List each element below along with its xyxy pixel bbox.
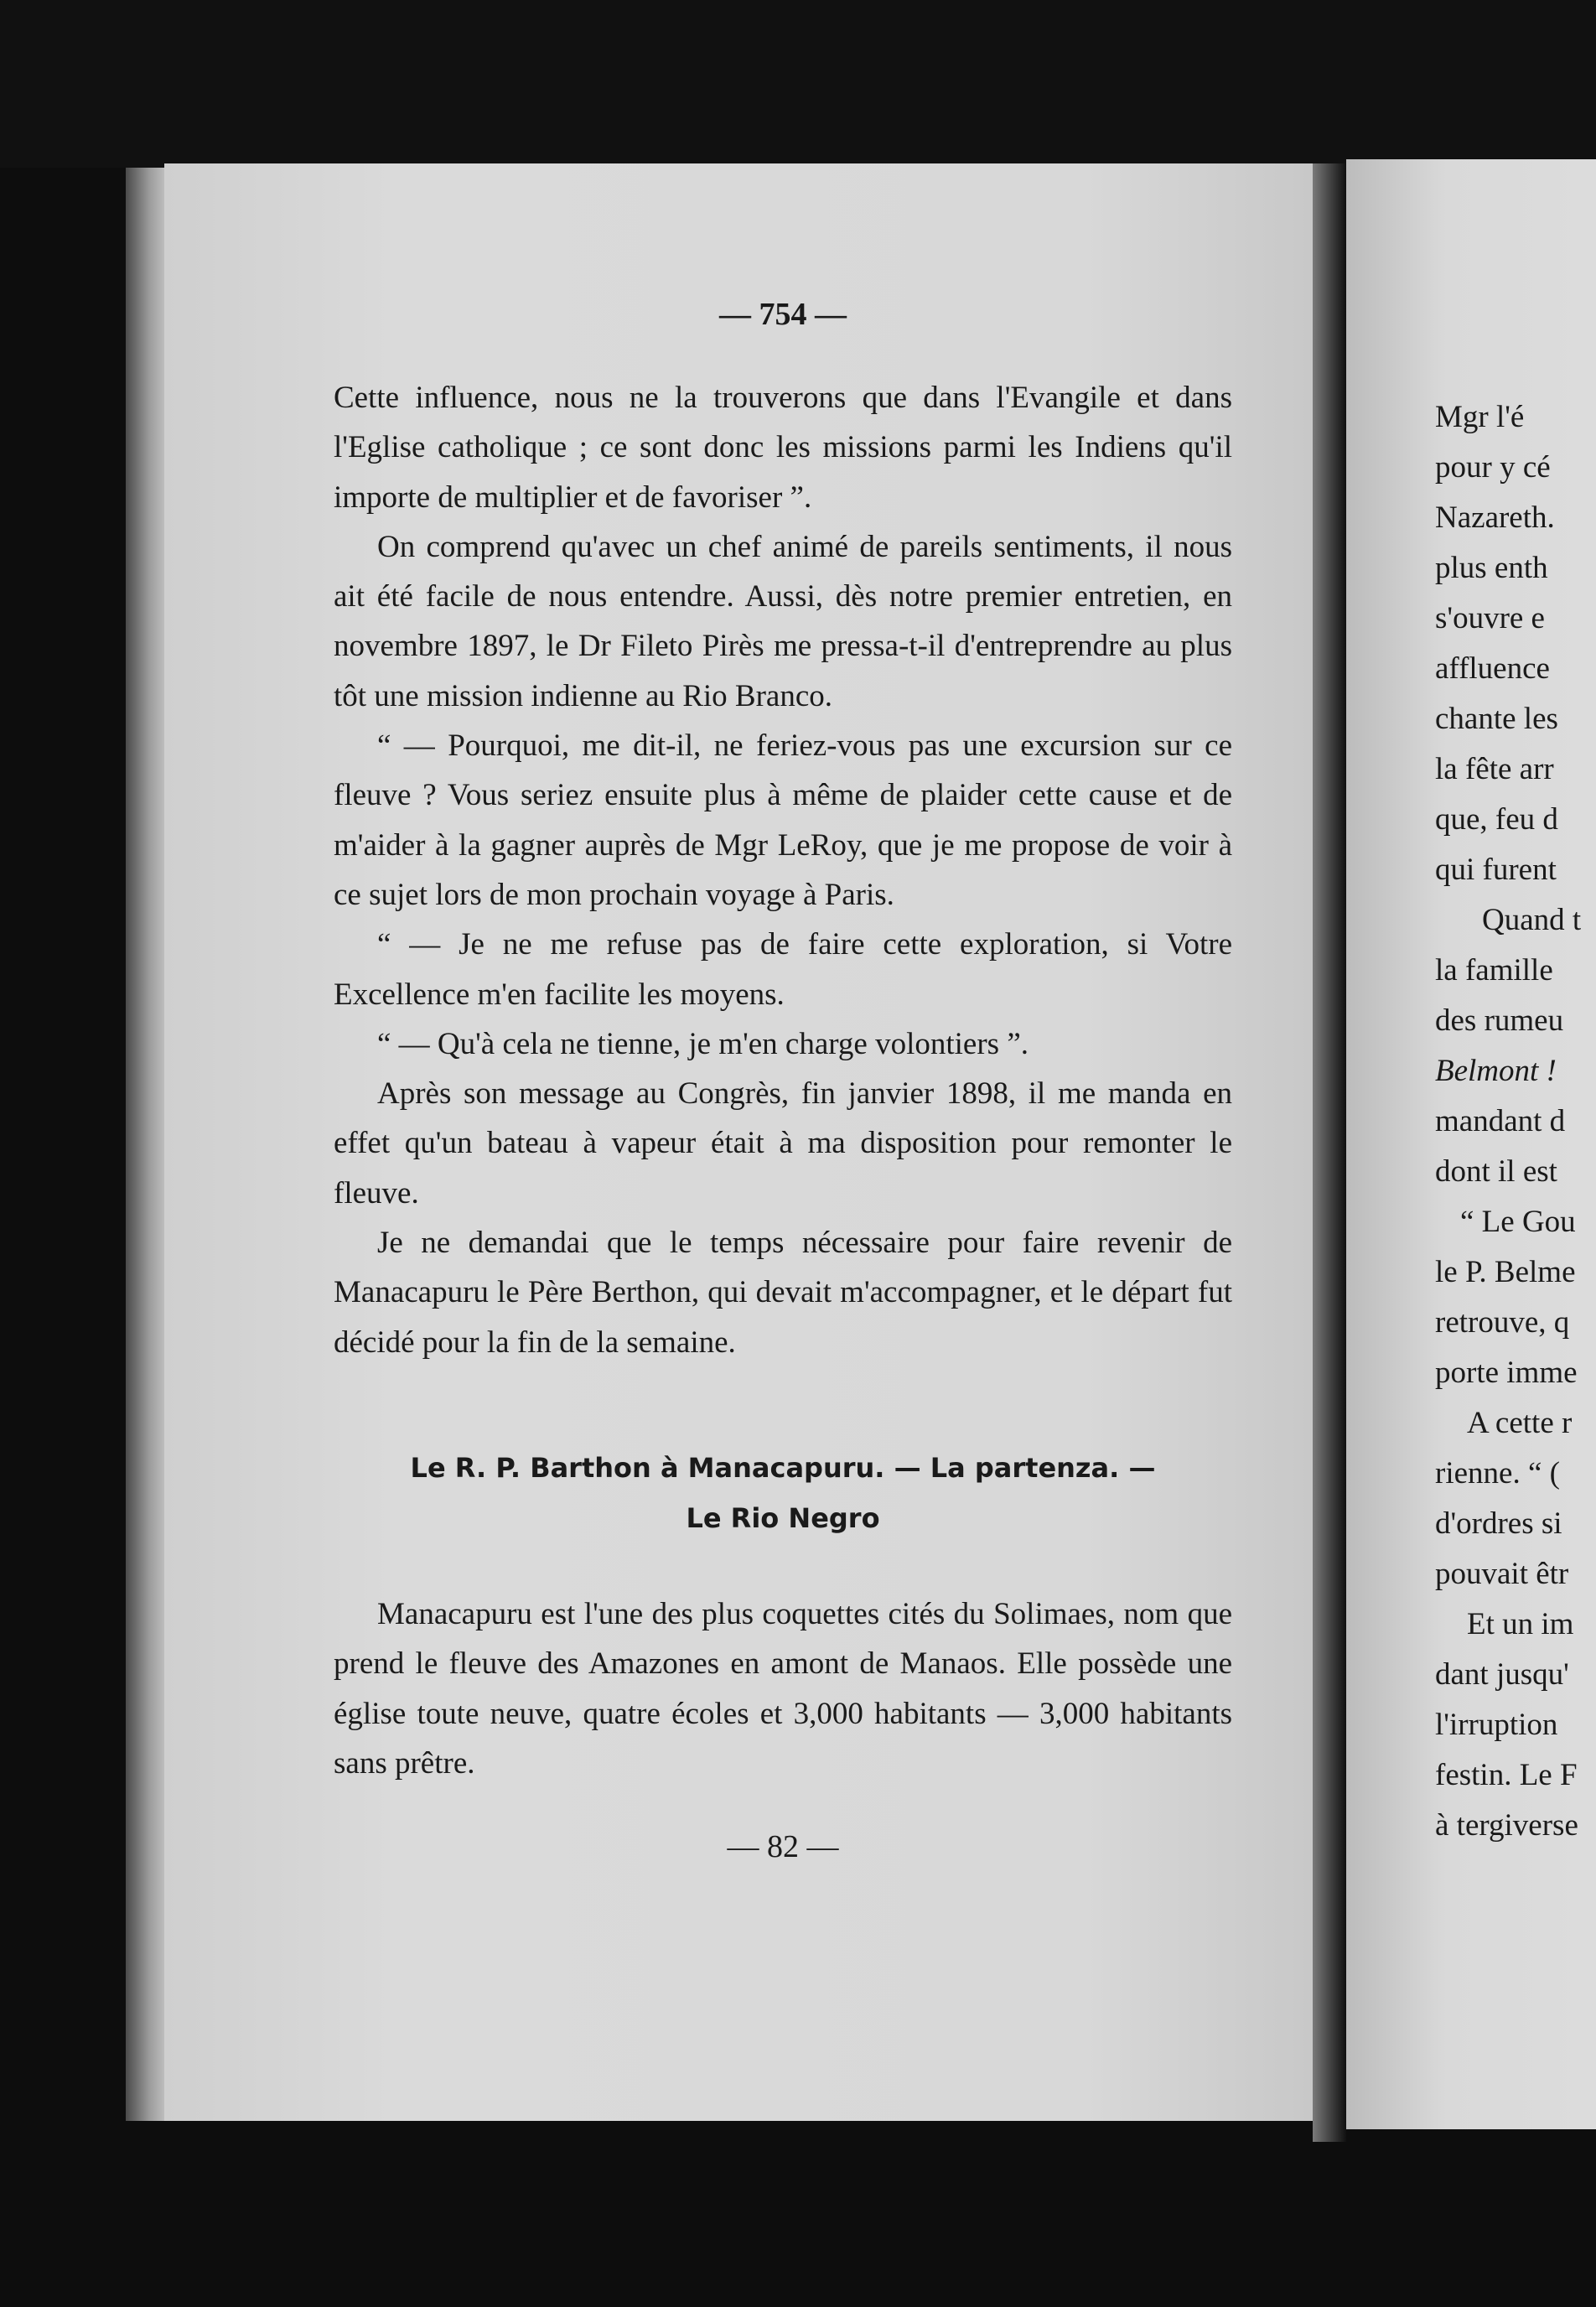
film-background-top (0, 0, 1596, 168)
text-line: retrouve, q (1435, 1305, 1570, 1340)
text-line: plus enth (1435, 551, 1548, 585)
text-line: dant jusqu' (1435, 1657, 1569, 1692)
text-line: affluence (1435, 651, 1550, 686)
paragraph: “ — Pourquoi, me dit-il, ne feriez-vous pas une excursion sur ce fleuve ? Vous seriez ensuite plus à même de plaider cette cause et de m'aider à la gagner auprès de Mgr LeRoy, que je me propose de voir à ce sujet lors de mon prochain voyage à Paris. (334, 728, 1232, 912)
section-heading-line: Le R. P. Barthon à Manacapuru. — La partenza. — (410, 1451, 1156, 1484)
text-line: dont il est (1435, 1154, 1557, 1189)
left-page-text (334, 289, 1232, 1904)
paragraph: Je ne demandai que le temps nécessaire pour faire revenir de Manacapuru le Père Berthon, qui devait m'accompagner, et le départ fut décidé pour la fin de la semaine. (334, 1226, 1232, 1360)
text-line: pour y cé (1435, 450, 1551, 485)
section-paragraph: Manacapuru est l'une des plus coquettes cités du Solimaes, nom que prend le fleuve des Amazones en amont de Manaos. Elle possède une église toute neuve, quatre écoles et 3,000 habitants — 3,000 habitants sans prêtre. (334, 1596, 1232, 1781)
text-line: mandant d (1435, 1104, 1566, 1138)
paragraph: On comprend qu'avec un chef animé de pareils sentiments, il nous ait été facile de nous entendre. Aussi, dès notre premier entretien, en novembre 1897, le Dr Fileto Pirès me pressa-t-il d'entreprendre au plus tôt une mission indienne au Rio Branco. (334, 529, 1232, 713)
text-line: qui furent (1435, 853, 1557, 887)
text-line: A cette r (1467, 1406, 1573, 1440)
text-line: Quand t (1482, 903, 1582, 937)
section-heading-line: Le Rio Negro (686, 1501, 880, 1534)
text-line: que, feu d (1435, 802, 1558, 837)
text-line: s'ouvre e (1435, 601, 1545, 635)
paragraph: “ — Qu'à cela ne tienne, je m'en charge volontiers ”. (377, 1026, 1029, 1061)
text-line: l'irruption (1435, 1708, 1558, 1742)
running-head: — 754 — (719, 297, 847, 332)
text-line: d'ordres si (1435, 1506, 1562, 1541)
paragraph: “ — Je ne me refuse pas de faire cette exploration, si Votre Excellence m'en facilite les moyens. (334, 927, 1232, 1012)
text-line: Belmont ! (1435, 1054, 1557, 1088)
right-page-text (1435, 0, 1596, 2129)
page-edge-binding (126, 168, 164, 2121)
text-line: à tergiverse (1435, 1808, 1578, 1843)
section-heading (334, 1443, 1232, 1543)
text-line: des rumeu (1435, 1003, 1564, 1038)
text-line: festin. Le F (1435, 1758, 1578, 1792)
text-line: Nazareth. (1435, 500, 1555, 535)
text-line: le P. Belme (1435, 1255, 1576, 1289)
text-line: porte imme (1435, 1356, 1578, 1390)
text-line: Et un im (1467, 1607, 1574, 1641)
text-line: “ Le Gou (1460, 1205, 1576, 1239)
paragraph: Après son message au Congrès, fin janvier 1898, il me manda en effet qu'un bateau à vapeur était à ma disposition pour remonter le fleuve. (334, 1076, 1232, 1211)
text-line: pouvait êtr (1435, 1557, 1569, 1591)
page-number: — 82 — (727, 1829, 839, 1865)
text-line: la fête arr (1435, 752, 1554, 786)
text-line: chante les (1435, 702, 1558, 736)
text-line: Mgr l'é (1435, 400, 1525, 434)
text-line: la famille (1435, 953, 1553, 988)
book-gutter (1313, 163, 1346, 2142)
paragraph: Cette influence, nous ne la trouverons que dans l'Evangile et dans l'Eglise catholique ; ce sont donc les missions parmi les Indiens qu'il importe de multiplier et de favoriser ”. (334, 381, 1232, 515)
text-line: rienne. “ ( (1435, 1456, 1560, 1490)
